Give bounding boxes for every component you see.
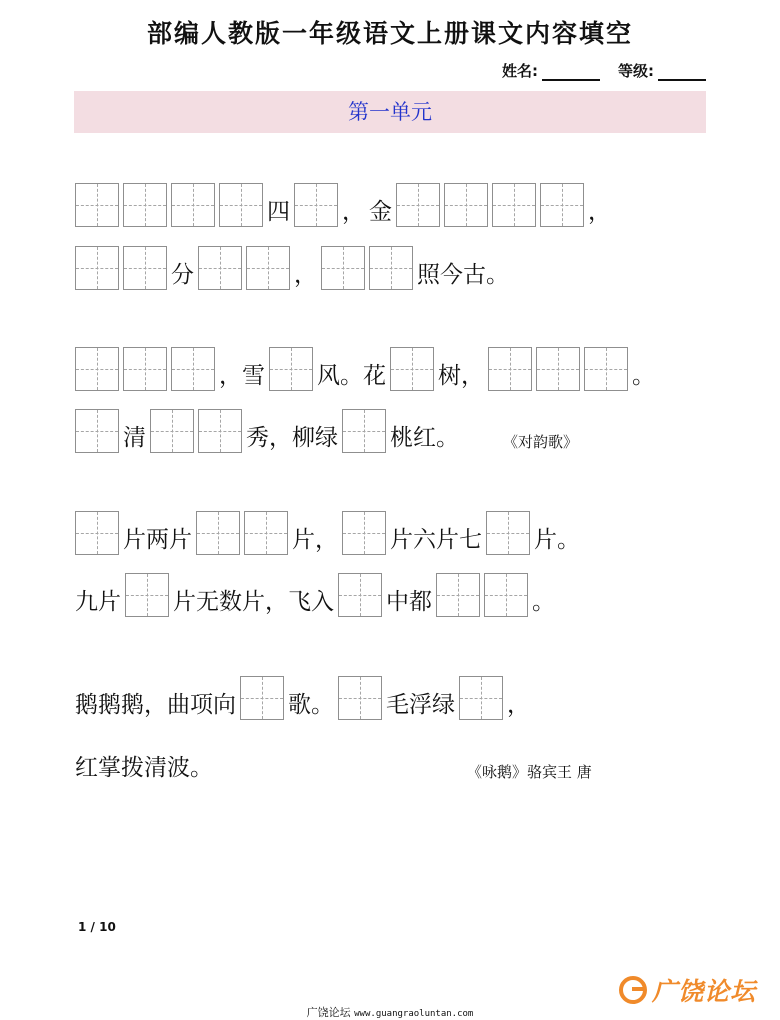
line-text: 。 — [632, 363, 655, 389]
answer-box[interactable] — [171, 347, 215, 391]
logo-text: 广饶论坛 — [652, 977, 757, 1006]
answer-box[interactable] — [294, 183, 338, 227]
line-text: 树， — [438, 363, 484, 389]
line-text: 毛浮绿 — [386, 692, 455, 718]
answer-box[interactable] — [123, 183, 167, 227]
line-text: 金 — [369, 199, 392, 225]
answer-box[interactable] — [150, 409, 194, 453]
answer-box[interactable] — [436, 573, 480, 617]
line-text: 四 — [267, 199, 290, 225]
text-line — [75, 505, 584, 555]
line-text: 分 — [171, 262, 194, 288]
answer-box[interactable] — [536, 347, 580, 391]
line-text: ， — [342, 199, 365, 225]
name-label: 姓名: — [502, 62, 538, 80]
answer-box[interactable] — [75, 409, 119, 453]
answer-box[interactable] — [444, 183, 488, 227]
answer-box[interactable] — [196, 511, 240, 555]
answer-box[interactable] — [125, 573, 169, 617]
page-number: 1 / 10 — [78, 920, 116, 934]
line-text: 歌。 — [288, 692, 334, 718]
answer-box[interactable] — [219, 183, 263, 227]
answer-box[interactable] — [75, 511, 119, 555]
answer-box[interactable] — [321, 246, 365, 290]
answer-box[interactable] — [540, 183, 584, 227]
text-line — [75, 403, 578, 453]
line-text: 鹅鹅鹅，曲项向 — [75, 692, 236, 718]
line-text: 红掌拨清波。 — [75, 755, 213, 781]
student-info — [502, 60, 706, 81]
line-text: 片。 — [534, 527, 580, 553]
line-text: 清 — [123, 425, 146, 451]
answer-box[interactable] — [198, 409, 242, 453]
line-text: 风。花 — [317, 363, 386, 389]
answer-box[interactable] — [246, 246, 290, 290]
answer-box[interactable] — [492, 183, 536, 227]
answer-box[interactable] — [484, 573, 528, 617]
grade-label: 等级: — [618, 62, 654, 80]
footer-site-name: 广饶论坛 — [306, 1006, 351, 1019]
answer-box[interactable] — [338, 676, 382, 720]
line-text: 片两片 — [123, 527, 192, 553]
line-text: 片， — [292, 527, 338, 553]
answer-box[interactable] — [584, 347, 628, 391]
answer-box[interactable] — [338, 573, 382, 617]
logo-mark-icon — [618, 975, 648, 1005]
site-logo — [618, 972, 756, 1008]
text-line — [75, 733, 592, 783]
answer-box[interactable] — [244, 511, 288, 555]
answer-box[interactable] — [342, 409, 386, 453]
answer-box[interactable] — [390, 347, 434, 391]
answer-box[interactable] — [240, 676, 284, 720]
answer-box[interactable] — [396, 183, 440, 227]
text-line — [75, 670, 534, 720]
line-text: ，雪 — [219, 363, 265, 389]
unit-title: 第一单元 — [74, 91, 706, 133]
line-text: 中都 — [386, 589, 432, 615]
answer-box[interactable] — [75, 347, 119, 391]
text-line — [75, 341, 659, 391]
answer-box[interactable] — [342, 511, 386, 555]
answer-box[interactable] — [171, 183, 215, 227]
answer-box[interactable] — [198, 246, 242, 290]
answer-box[interactable] — [488, 347, 532, 391]
answer-box[interactable] — [123, 347, 167, 391]
grade-blank[interactable] — [658, 63, 706, 81]
text-line — [75, 177, 615, 227]
answer-box[interactable] — [269, 347, 313, 391]
answer-box[interactable] — [75, 183, 119, 227]
line-text: ， — [507, 692, 530, 718]
answer-box[interactable] — [486, 511, 530, 555]
line-text: 照今古。 — [417, 262, 509, 288]
footer-url: www.guangraoluntan.com — [354, 1009, 474, 1019]
line-text: 。 — [532, 589, 555, 615]
answer-box[interactable] — [459, 676, 503, 720]
name-blank[interactable] — [542, 63, 600, 81]
answer-box[interactable] — [75, 246, 119, 290]
text-line — [75, 240, 513, 290]
line-text: 片无数片，飞入 — [173, 589, 334, 615]
line-text: 九片 — [75, 589, 121, 615]
line-text: 片六片七 — [390, 527, 482, 553]
page-title: 部编人教版一年级语文上册课文内容填空 — [146, 19, 633, 48]
line-text: ， — [294, 262, 317, 288]
answer-box[interactable] — [123, 246, 167, 290]
line-text: ， — [588, 199, 611, 225]
answer-box[interactable] — [369, 246, 413, 290]
line-text: 桃红。 — [390, 425, 459, 451]
source-citation: 《咏鹅》骆宾王 唐 — [467, 763, 592, 781]
source-citation: 《对韵歌》 — [503, 433, 579, 451]
text-line — [75, 567, 559, 617]
line-text: 秀，柳绿 — [246, 425, 338, 451]
